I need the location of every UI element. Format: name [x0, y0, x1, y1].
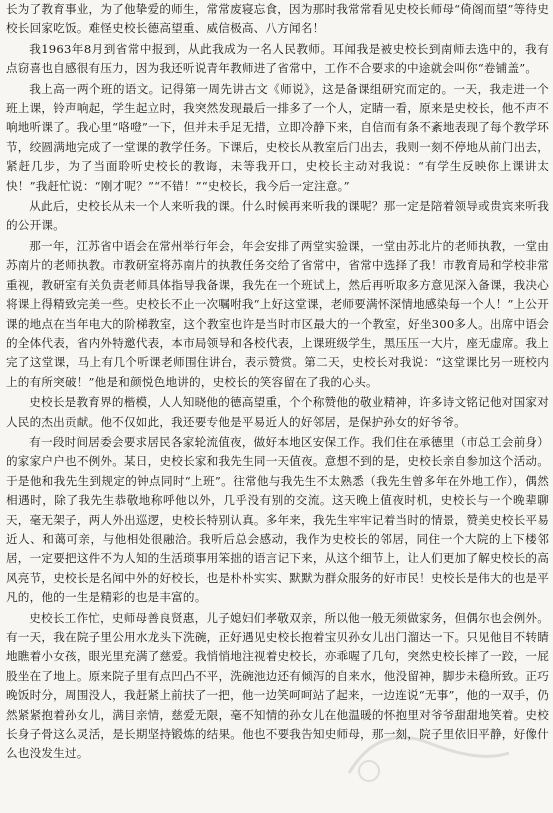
paragraph-6: 史校长是教育界的楷模，人人知晓他的德高望重，个个称赞他的敬业精神，许多诗文铭记他对国家对人民的杰出贡献。他不仅如此，我还要专他是平易近人的好邻居，是保护孙女的好爷爷。 [6, 395, 549, 429]
paragraph-5: 那一年，江苏省中语会在常州举行年会，年会安排了两堂实验课，一堂由苏北片的老师执教，一堂由苏南片的老师执教。市教研室将苏南片的执教任务交给了省常中，省常中选择了我！市教育局和学校非常重视，教研室有关负责老师具体指导我备课，我先在一个班试上，然后再听取多方意见深入备课，我决心将课上得精致完美一些。史校长不止一次嘱咐我“上好这堂课，老师要满怀深情地感染每一个人！”上公开课的地点在当年电大的阶梯教室，这个教室也许是当时市区最大的一个教室，好坐300多人。出席中语会的全体代表，省内外特邀代表，本市局领导和各校代表，上课班级学生，黑压压一大片，座无虚席。我上完了这堂课，马上有几个听课老师围住讲台，表示赞赏。第二天，史校长对我说：“这堂课比另一班校内上的有所突破！”他是和颜悦色地讲的，史校长的笑容留在了我的心头。 [6, 238, 549, 389]
paragraph-8: 史校长工作忙，史师母善良贤惠，儿子媳妇们孝敬双亲，所以他一般无须做家务，但偶尔也会例外。有一天，我在院子里公用水龙头下洗碗，正好遇见史校长抱着宝贝孙女儿出门溜达一下。只见他目不转睛地瞧着小女孩，眼光里充满了慈爱。我悄悄地注视着史校长，亦乖喔了几句，突然史校长摔了一跤，一屁股坐在了地上。原来院子里有点凹凸不平，洗碗池边还有倾泻的自来水，他没留神，脚步未稳所致。正巧晚饭时分，周围没人，我赶紧上前扶了一把，他一边笑呵呵站了起来，一边连说“无事”，他的一双手，仍然紧紧抱着孙女儿，满目亲情，慈爱无限，毫不知情的孙女儿在他温暖的怀抱里对爷爷甜甜地笑着。史校长身子骨这么灵活，是长期坚持锻炼的结果。他也不要我告知史师母，那一刻，院子里依旧平静，好像什么也没发生过。 [6, 610, 549, 761]
paragraph-4: 从此后，史校长从未一个人来听我的课。什么时候再来听我的课呢？那一定是陪着领导或贵宾来听我的公开课。 [6, 199, 549, 233]
paragraph-7: 有一段时间居委会要求居民各家轮流值夜，做好本地区安保工作。我们住在承德里（市总工会前身）的家家户户也不例外。某日，史校长家和我先生同一天值夜。意想不到的是，史校长亲自参加这个活动。于是他和我先生到规定的钟点同时“上班”。往常他与我先生不太熟悉（我先生曾多年在外地工作），偶然相遇时，除了我先生恭敬地称呼他以外，几乎没有别的交流。这天晚上值夜时机，史校长与一个晚辈聊天，毫无架子，两人外出巡逻，史校长特别认真。多年来，我先生牢牢记着当时的情景，赞美史校长平易近人、和蔼可亲，与他相处很融洽。我听后总会感动，我作为史校长的邻居，同住一个大院的上下楼邻居，一定要把这件不为人知的生活琐事用笨拙的语言记下来，从这个细节上，让人们更加了解史校长的高风亮节，史校长是名闻中外的好校长，也是朴朴实实、默默为群众服务的好市民！史校长是伟大的也是平凡的，他的一生是精彩的也是丰富的。 [6, 434, 549, 605]
article-body [6, 0, 549, 765]
paragraph-1: 长为了教育事业，为了他挚爱的师生，常常废寝忘食，因为那时我常常看见史校长师母“倚阁而望”等待史校长回家吃饭。难怪史校长德高望重、威信极高、八方闻名！ [6, 2, 549, 36]
paragraph-3: 我上高一两个班的语文。记得第一周先讲古文《师说》，这是备课组研究而定的。一天，我走进一个班上课，铃声响起，学生起立时，我突然发现最后一排多了一个人，定睛一看，原来是史校长，他不声不响地听课了。我心里“咯噔”一下，但并未手足无措，立即冷静下来，自信而有条不紊地表现了每个教学环节，绞圆满地完成了一堂课的教学任务。下课后，史校长从教室后门出去，我则一刻不停地从前门出去，紧赶几步，为了当面聆听史校长的教诲，未等我开口，史校长主动对我说：“有学生反映你上课讲太快！”我赶忙说：“刚才呢？”“不错！”“史校长，我今后一定注意。” [6, 81, 549, 193]
paragraph-2: 我1963年8月到省常中报到，从此我成为一名人民教师。耳闻我是被史校长到南师去选中的，我有点窃喜也自感很有压力，因为我还听说青年教师进了省常中，工作不合要求的中途就会叫你“卷铺盖”。 [6, 41, 549, 76]
